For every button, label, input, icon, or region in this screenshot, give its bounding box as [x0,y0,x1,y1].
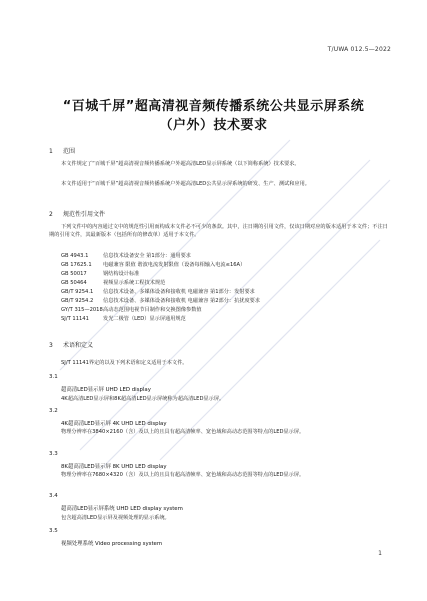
document-title-line1: “百城千屏”超高清视音频传播系统公共显示屏系统 [62,99,365,114]
term-name: 超高清LED显示屏 UHD LED display [61,387,151,393]
page-number: 1 [378,550,382,557]
reference-item: GB 50464 视频显示系统工程技术规范 [61,280,166,286]
term-definition: 包含超高清LED显示屏及视频处理的显示系统。 [61,515,170,521]
scope-paragraph-1: 本文件规定了“百城千屏”超高清视音频传播系统户外超高清LED显示屏系统（以下简称系统）技术要求。 [61,161,300,167]
section-title: 规范性引用文件 [63,211,106,218]
section-2-heading [49,209,105,218]
reference-item: GB/T 9254.1 信息技术设备、多媒体设备和接收机 电磁兼容 第1部分：发射要求 [61,289,255,295]
term-number: 3.5 [49,528,58,534]
term-definition: 4K超高清LED显示屏和8K超高清LED显示屏统称为超高清LED显示屏。 [61,396,225,402]
term-number: 3.2 [49,408,58,414]
term-name: 4K超高清LED显示屏 4K UHD LED display [61,421,167,427]
reference-item: GY/T 315—2018高动态范围电视节目制作和交换图像参数值 [61,307,202,313]
term-name: 超高清LED显示屏系统 UHD LED display system [61,506,183,512]
reference-item: SJ/T 11141 发光二极管（LED）显示屏通用规范 [61,316,186,322]
term-number: 3.4 [49,493,58,499]
section-title: 术语和定义 [63,342,94,349]
terms-intro: SJ/T 11141界定的以及下列术语和定义适用于本文件。 [61,360,188,366]
reference-item: GB 4943.1 信息技术设备安全 第1部分：通用要求 [61,253,191,259]
document-code: T/UWA 012.5—2022 [327,46,391,53]
reference-item: GB/T 9254.2 信息技术设备、多媒体设备和接收机 电磁兼容 第2部分：抗扰度要求 [61,298,261,304]
section-1-heading [49,146,75,155]
term-definition: 物理分辨率在3840×2160（含）及以上的且具有超高清帧率、宽色域和高动态范围等特点的LED显示屏。 [61,429,305,435]
document-title-line2: （户外）技术要求 [159,118,268,133]
term-name: 视频处理系统 Video processing system [61,541,163,547]
term-definition: 物理分辨率在7680×4320（含）及以上的且具有超高清帧率、宽色域和高动态范围等特点的LED显示屏。 [61,472,305,478]
normative-intro: 下列文件中的内容通过文中的规范性引用而构成本文件必不可少的条款。其中，注日期的引用文件，仅该日期对应的版本适用于本文件；不注日期的引用文件，其最新版本（包括所有的修改单）适用于本文件。 [49,224,388,239]
section-number: 3 [49,342,53,349]
scope-paragraph-2: 本文件适用于“百城千屏”超高清视音频传播系统户外超高清LED公共显示屏系统的研发、生产、测试和应用。 [61,181,310,187]
section-title: 范围 [63,148,76,155]
term-name: 8K超高清LED显示屏 8K UHD LED display [61,464,167,470]
reference-item: GB 17625.1 电磁兼容 限值 谐波电流发射限值（设备每相输入电流≤16A） [61,262,246,268]
section-3-heading [49,340,93,349]
reference-item: GB 50017 钢结构设计标准 [61,271,140,277]
term-number: 3.1 [49,374,58,380]
section-number: 2 [49,211,53,218]
section-number: 1 [49,148,53,155]
term-number: 3.3 [49,451,58,457]
